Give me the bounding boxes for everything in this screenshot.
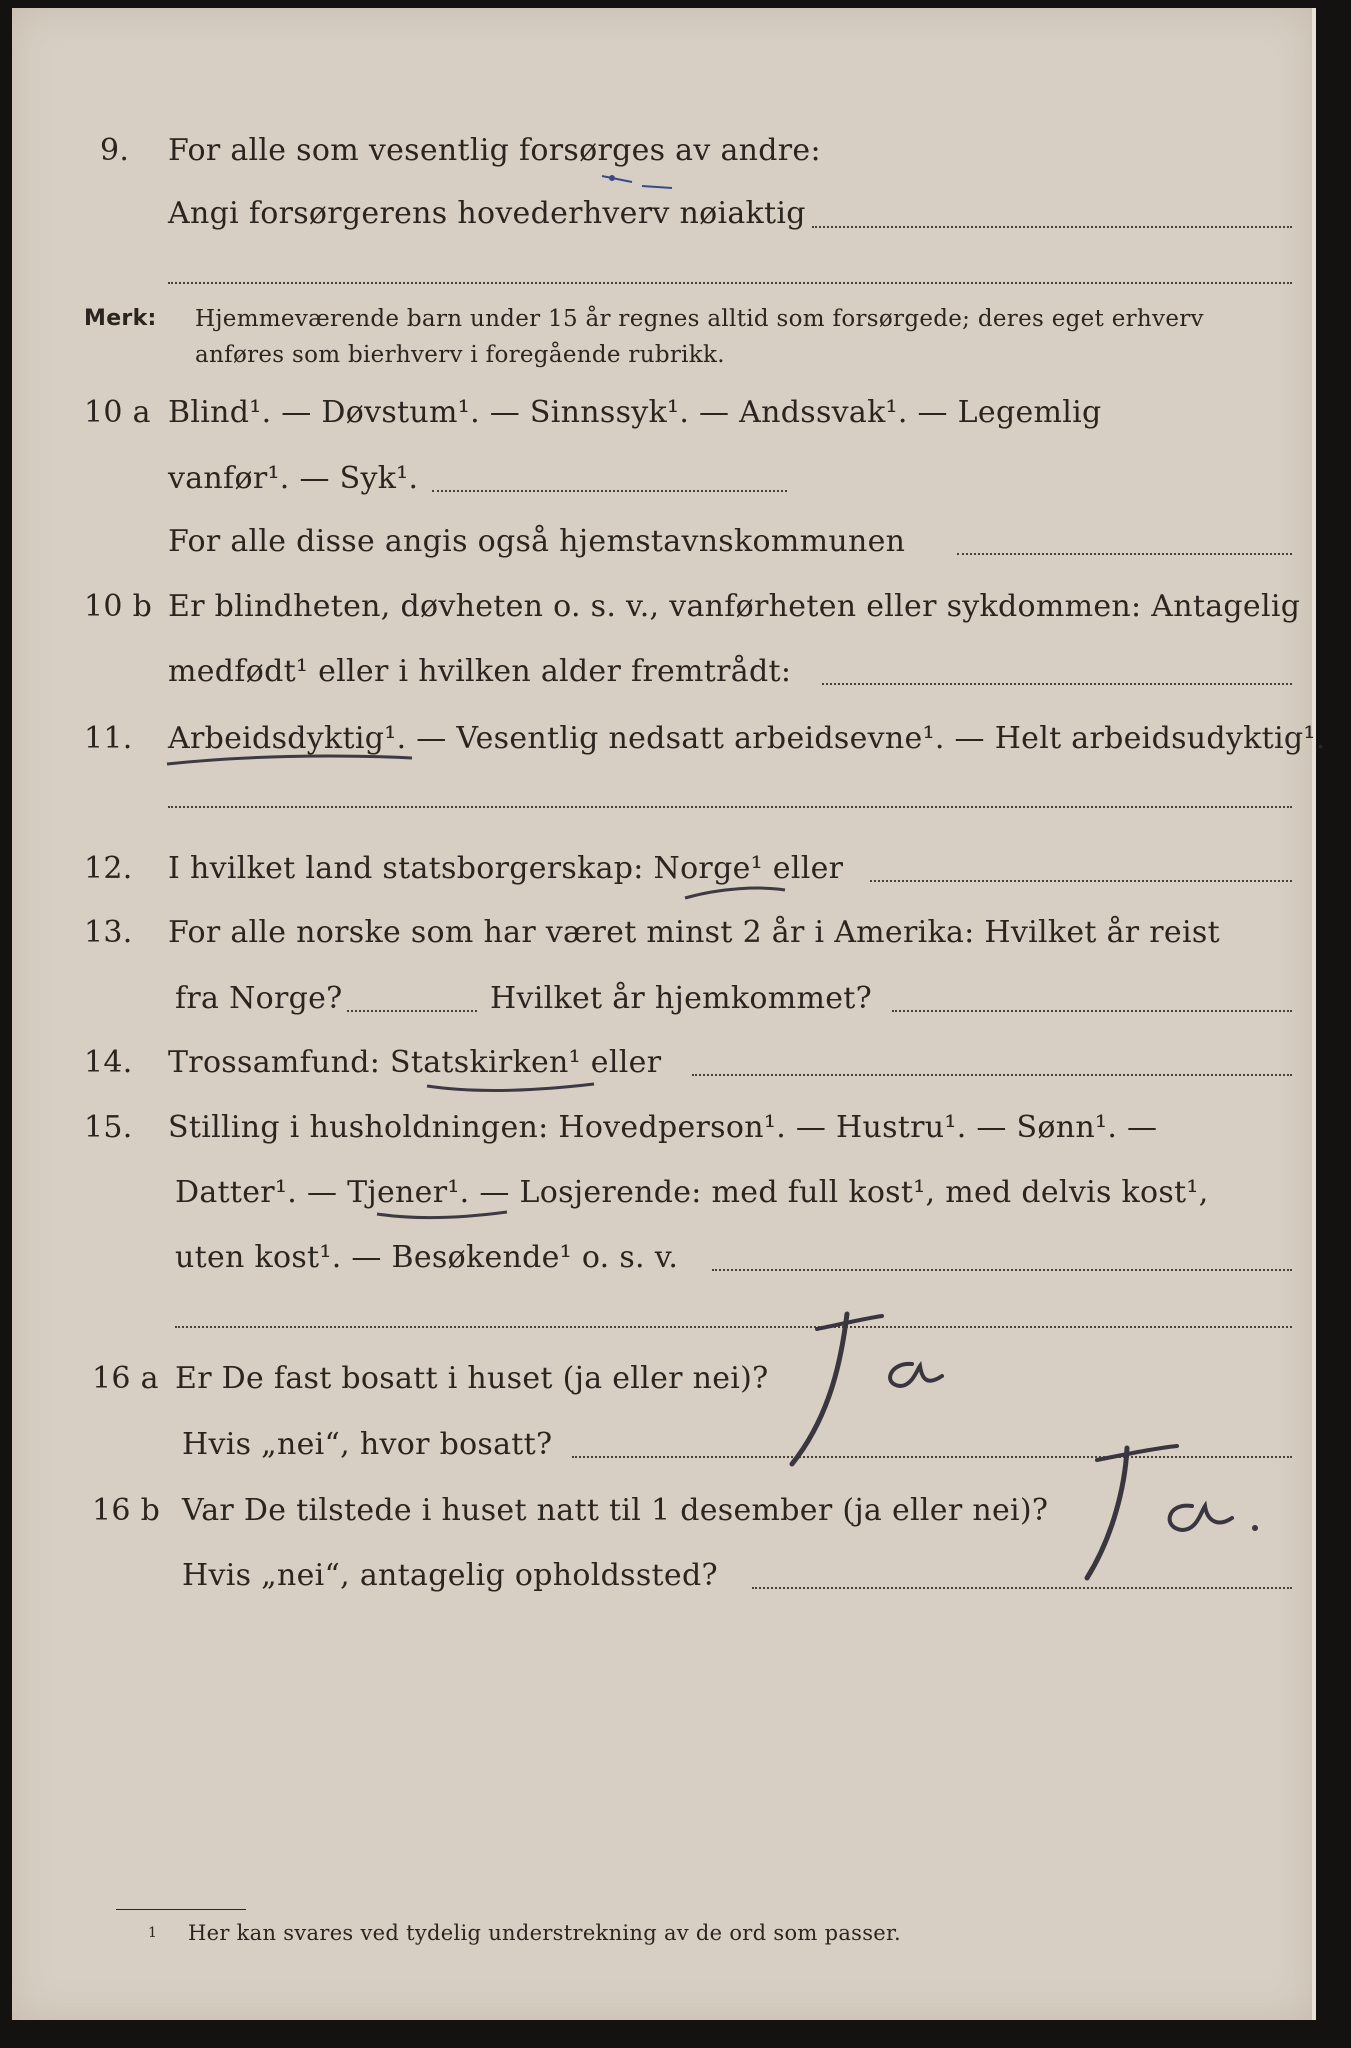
q13-text1: For alle norske som har været minst 2 år i Amerika: Hvilket år reist xyxy=(168,915,1220,950)
q10a-text3: For alle disse angis også hjemstavnskommunen xyxy=(168,524,906,559)
tjener-underline xyxy=(372,1204,512,1228)
q11-number: 11. xyxy=(84,721,133,756)
q10b-text2: medfødt¹ eller i hvilken alder fremtrådt: xyxy=(168,654,792,689)
q10a-text1: Blind¹. — Døvstum¹. — Sinnssyk¹. — Andssvak¹. — Legemlig xyxy=(168,395,1102,430)
merk-text1: Hjemmeværende barn under 15 år regnes alltid som forsørgede; deres eget erhverv xyxy=(195,306,1204,332)
q10a-answer-line[interactable] xyxy=(432,490,787,492)
q11-text1: Arbeidsdyktig¹. — Vesentlig nedsatt arbeidsevne¹. — Helt arbeidsudyktig¹. xyxy=(168,721,1326,756)
q14-number: 14. xyxy=(84,1045,133,1080)
census-form-page xyxy=(12,8,1326,2020)
q15-number: 15. xyxy=(84,1110,133,1145)
q13-text2b: Hvilket år hjemkommet? xyxy=(490,981,873,1016)
q16b-number: 16 b xyxy=(92,1493,161,1528)
ink-mark xyxy=(592,166,692,196)
q10a-number: 10 a xyxy=(84,395,151,430)
arbeidsdyktig-underline xyxy=(162,750,422,774)
q16a-handwritten-ja xyxy=(772,1304,962,1474)
q15-answer-line-2[interactable] xyxy=(175,1326,1292,1328)
q12-answer-line[interactable] xyxy=(870,880,1292,882)
q16a-text2: Hvis „nei“, hvor bosatt? xyxy=(182,1427,553,1462)
q9-text1: For alle som vesentlig forsørges av andre: xyxy=(168,133,821,168)
q11-answer-line[interactable] xyxy=(168,806,1292,808)
footnote-rule xyxy=(116,1909,246,1910)
q9-answer-line[interactable] xyxy=(812,226,1292,228)
statskirken-underline xyxy=(422,1074,602,1098)
q15-text2: Datter¹. — Tjener¹. — Losjerende: med full kost¹, med delvis kost¹, xyxy=(175,1175,1209,1210)
merk-label: Merk: xyxy=(84,306,157,331)
q9-answer-line-2[interactable] xyxy=(168,282,1292,284)
footnote-text: Her kan svares ved tydelig understrekning av de ord som passer. xyxy=(188,1921,902,1945)
q15-text3: uten kost¹. — Besøkende¹ o. s. v. xyxy=(175,1240,679,1275)
q13-left-year-line[interactable] xyxy=(347,1010,477,1012)
q14-text1: Trossamfund: Statskirken¹ eller xyxy=(168,1045,662,1080)
q16a-number: 16 a xyxy=(92,1361,159,1396)
q16b-text2: Hvis „nei“, antagelig opholdssted? xyxy=(182,1558,718,1593)
q16b-text1: Var De tilstede i huset natt til 1 desember (ja eller nei)? xyxy=(182,1493,1049,1528)
q14-answer-line[interactable] xyxy=(692,1074,1292,1076)
norge-underline xyxy=(680,880,790,906)
q13-text2a: fra Norge? xyxy=(175,981,343,1016)
q16a-text1: Er De fast bosatt i huset (ja eller nei)? xyxy=(175,1361,769,1396)
q15-answer-line[interactable] xyxy=(712,1269,1292,1271)
q10b-answer-line[interactable] xyxy=(822,683,1292,685)
footnote-mark: 1 xyxy=(148,1925,158,1941)
q9-text2: Angi forsørgerens hovederhverv nøiaktig xyxy=(168,196,806,231)
merk-text2: anføres som bierhverv i foregående rubrikk. xyxy=(195,342,725,368)
q10a-home-line[interactable] xyxy=(957,553,1292,555)
q16b-handwritten-ja xyxy=(1057,1438,1277,1588)
q15-text1: Stilling i husholdningen: Hovedperson¹. — Hustru¹. — Sønn¹. — xyxy=(168,1110,1158,1145)
q12-number: 12. xyxy=(84,851,133,886)
q9-number: 9. xyxy=(100,133,130,168)
q10b-text1: Er blindheten, døvheten o. s. v., vanførheten eller sykdommen: Antagelig xyxy=(168,589,1301,624)
q10a-text2: vanfør¹. — Syk¹. xyxy=(168,461,419,496)
q13-number: 13. xyxy=(84,915,133,950)
q10b-number: 10 b xyxy=(84,589,153,624)
q12-text1: I hvilket land statsborgerskap: Norge¹ eller xyxy=(168,851,844,886)
q13-return-year-line[interactable] xyxy=(892,1010,1292,1012)
